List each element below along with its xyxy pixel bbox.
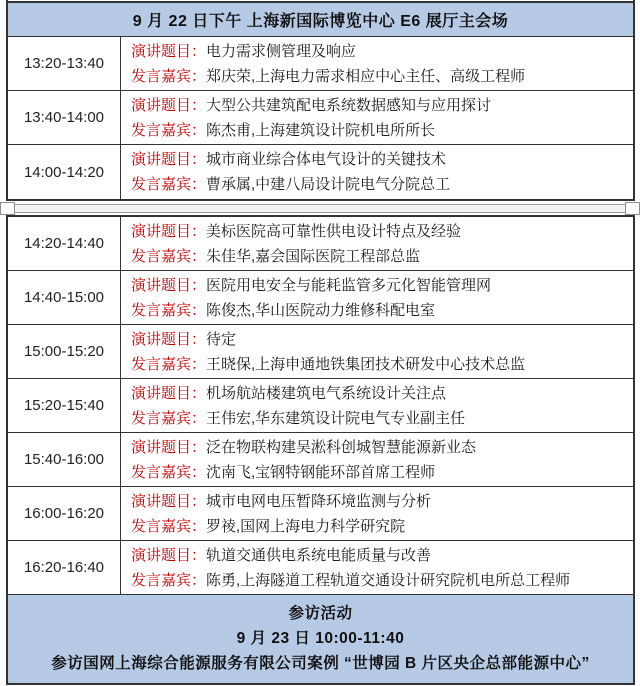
topic-text: 医院用电安全与能耗监管多元化智能管理网	[206, 277, 492, 294]
topic-text: 待定	[206, 331, 237, 348]
session-content	[121, 91, 633, 144]
session-time: 13:40-14:00	[8, 91, 121, 144]
speaker-text: 郑庆荣,上海电力需求相应中心主任、高级工程师	[206, 67, 526, 85]
session-row	[8, 541, 633, 595]
speaker-label: 发言嘉宾：	[131, 301, 207, 319]
session-header: 9 月 22 日下午 上海新国际博览中心 E6 展厅主会场	[8, 3, 633, 37]
session-rows-part2	[8, 217, 633, 595]
session-time: 13:20-13:40	[8, 37, 121, 90]
topic-text: 泛在物联构建吴淞科创城智慧能源新业态	[206, 439, 477, 456]
topic-label: 演讲题目：	[131, 277, 207, 294]
visit-title: 参访活动	[288, 605, 353, 622]
session-content	[121, 37, 633, 90]
session-row	[8, 433, 633, 487]
session-content	[121, 145, 633, 199]
topic-label: 演讲题目：	[131, 223, 207, 240]
session-rows-part1	[8, 37, 633, 199]
session-row	[8, 217, 633, 271]
topic-line	[131, 219, 627, 244]
topic-line	[131, 435, 627, 460]
topic-text: 轨道交通供电系统电能质量与改善	[206, 547, 432, 564]
speaker-line	[131, 244, 627, 269]
visit-description: 参访国网上海综合能源服务有限公司案例 “世博园 B 片区央企总部能源中心”	[51, 655, 590, 672]
speaker-label: 发言嘉宾：	[131, 176, 207, 193]
session-time: 16:20-16:40	[8, 541, 121, 594]
speaker-line	[131, 352, 627, 377]
topic-text: 城市商业综合体电气设计的关键技术	[206, 151, 447, 168]
speaker-text: 曹承属,中建八局设计院电气分院总工	[206, 176, 451, 193]
topic-line	[131, 93, 627, 118]
topic-label: 演讲题目：	[131, 547, 207, 564]
speaker-line	[131, 118, 627, 143]
session-time: 16:00-16:20	[8, 487, 121, 540]
topic-line	[131, 39, 627, 64]
topic-label: 演讲题目：	[131, 493, 207, 510]
session-content	[121, 379, 633, 432]
speaker-label: 发言嘉宾：	[131, 355, 207, 373]
session-row	[8, 271, 633, 325]
topic-line	[131, 543, 627, 568]
session-content	[121, 487, 633, 540]
topic-label: 演讲题目：	[131, 439, 207, 456]
speaker-line	[131, 514, 627, 539]
speaker-line	[131, 298, 627, 323]
session-time: 15:40-16:00	[8, 433, 121, 486]
speaker-label: 发言嘉宾：	[131, 517, 207, 535]
speaker-line	[131, 172, 627, 197]
topic-text: 机场航站楼建筑电气系统设计关注点	[206, 385, 447, 402]
conference-agenda	[6, 0, 635, 672]
speaker-text: 朱佳华,嘉会国际医院工程部总监	[206, 247, 421, 265]
session-row	[8, 145, 633, 199]
session-row	[8, 91, 633, 145]
session-time: 14:20-14:40	[8, 217, 121, 270]
topic-text: 美标医院高可靠性供电设计特点及经验	[206, 223, 462, 240]
session-row	[8, 379, 633, 433]
speaker-line	[131, 460, 627, 485]
speaker-label: 发言嘉宾：	[131, 571, 207, 589]
speaker-label: 发言嘉宾：	[131, 67, 207, 85]
session-time: 15:20-15:40	[8, 379, 121, 432]
visit-activity-section	[8, 595, 633, 683]
speaker-text: 王晓保,上海申通地铁集团技术研发中心技术总监	[206, 355, 526, 373]
speaker-label: 发言嘉宾：	[131, 121, 207, 139]
speaker-text: 陈勇,上海隧道工程轨道交通设计研究院机电所总工程师	[206, 571, 571, 589]
speaker-text: 陈俊杰,华山医院动力维修科配电室	[206, 301, 436, 319]
speaker-text: 陈杰甫,上海建筑设计院机电所所长	[206, 121, 436, 139]
speaker-line	[131, 64, 627, 89]
speaker-text: 罗祾,国网上海电力科学研究院	[206, 517, 406, 535]
topic-line	[131, 273, 627, 298]
speaker-label: 发言嘉宾：	[131, 409, 207, 427]
speaker-line	[131, 568, 627, 593]
session-row	[8, 37, 633, 91]
page-break-band	[0, 204, 640, 213]
topic-text: 大型公共建筑配电系统数据感知与应用探讨	[206, 97, 492, 114]
session-content	[121, 433, 633, 486]
session-time: 15:00-15:20	[8, 325, 121, 378]
topic-label: 演讲题目：	[131, 97, 207, 114]
topic-text: 城市电网电压暂降环境监测与分析	[206, 493, 432, 510]
agenda-table-part2	[6, 215, 635, 685]
topic-label: 演讲题目：	[131, 331, 207, 348]
visit-time: 9 月 23 日 10:00-11:40	[236, 630, 405, 647]
agenda-table-part1	[6, 0, 635, 201]
session-content	[121, 325, 633, 378]
topic-label: 演讲题目：	[131, 43, 207, 60]
topic-line	[131, 489, 627, 514]
speaker-text: 王伟宏,华东建筑设计院电气专业副主任	[206, 409, 466, 427]
topic-label: 演讲题目：	[131, 151, 207, 168]
page-break-right-handle	[625, 202, 640, 215]
session-content	[121, 541, 633, 594]
speaker-text: 沈南飞,宝钢特钢能环部首席工程师	[206, 463, 436, 481]
speaker-line	[131, 406, 627, 431]
session-content	[121, 217, 633, 270]
session-time: 14:40-15:00	[8, 271, 121, 324]
speaker-label: 发言嘉宾：	[131, 247, 207, 265]
topic-text: 电力需求侧管理及响应	[206, 43, 357, 60]
page-break-strip	[0, 202, 640, 215]
session-row	[8, 487, 633, 541]
page-break-left-handle	[0, 202, 15, 215]
topic-line	[131, 327, 627, 352]
session-time: 14:00-14:20	[8, 145, 121, 199]
speaker-label: 发言嘉宾：	[131, 463, 207, 481]
topic-line	[131, 147, 627, 172]
topic-line	[131, 381, 627, 406]
session-row	[8, 325, 633, 379]
topic-label: 演讲题目：	[131, 385, 207, 402]
session-content	[121, 271, 633, 324]
